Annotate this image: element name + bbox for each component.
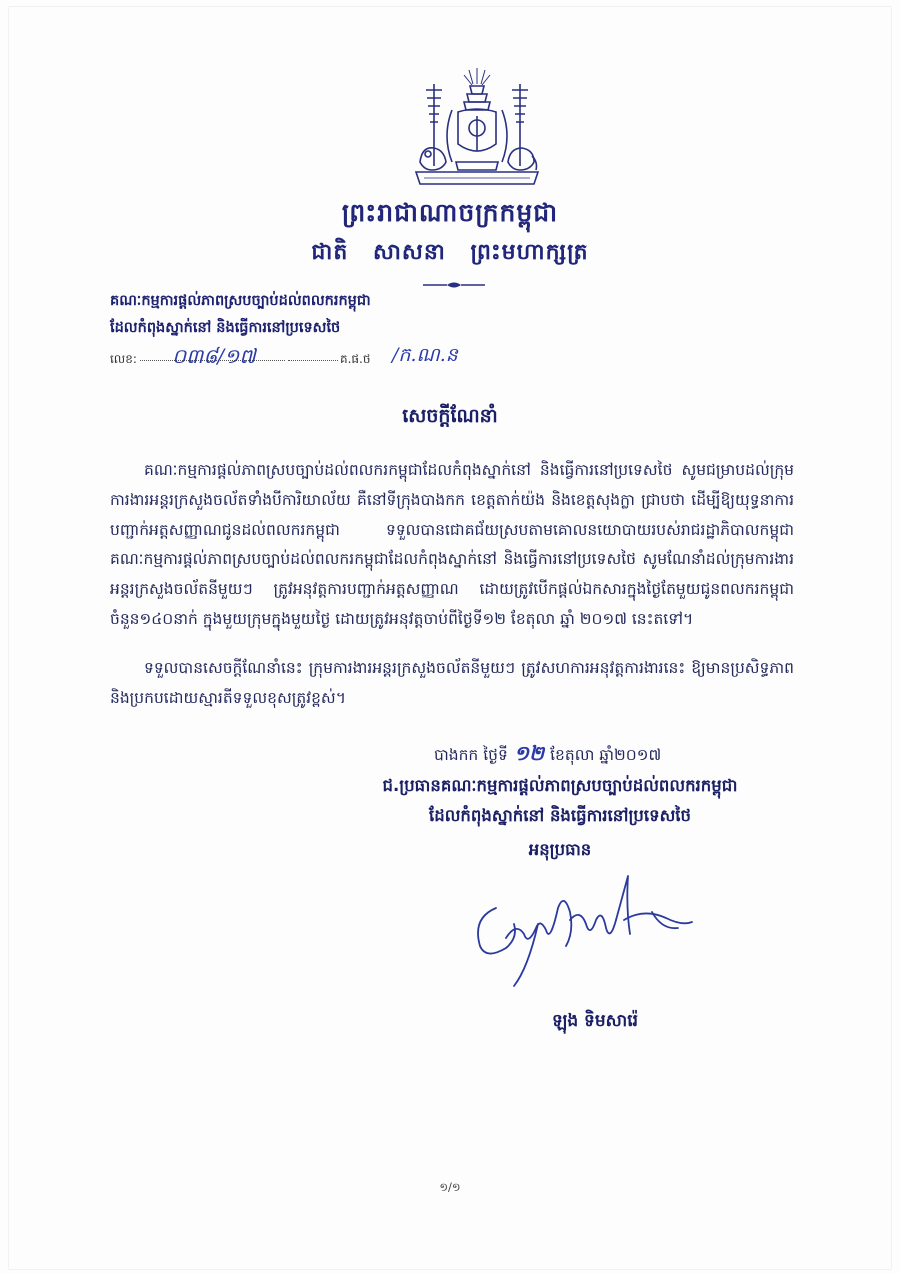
reference-org-label: គ.ផ.ថ bbox=[340, 352, 371, 366]
dateline-month-year: ខែតុលា ឆ្នាំ២០១៧ bbox=[550, 746, 662, 764]
reference-number: ០៣៨/១៧ bbox=[172, 344, 256, 368]
page-border bbox=[8, 6, 892, 1270]
reference-number-line bbox=[110, 343, 530, 373]
signatory-title-line1: ជ.ប្រធានគណៈកម្មការផ្ដល់ភាពស្របច្បាប់ដល់ពលករកម្ពុជា bbox=[382, 776, 738, 795]
dateline-place: បាងកក ថ្ងៃទី bbox=[434, 746, 508, 764]
handwritten-signature bbox=[466, 868, 706, 990]
document-title: សេចក្ដីណែនាំ bbox=[402, 405, 498, 427]
kingdom-title: ព្រះរាជាណាចក្រកម្ពុជា bbox=[341, 198, 559, 227]
dateline-day: ១២ bbox=[513, 741, 545, 765]
ornament-divider-icon bbox=[423, 281, 485, 289]
reference-label: លេខ: bbox=[110, 352, 137, 366]
royal-emblem-icon bbox=[412, 66, 542, 194]
reference-org-code: /ក.ណ.ន bbox=[392, 344, 458, 366]
committee-name-line2: ដែលកំពុងស្នាក់នៅ និងធ្វើការនៅប្រទេសថៃ bbox=[110, 320, 341, 336]
national-motto bbox=[0, 238, 900, 270]
body-paragraph: ទទួលបានសេចក្ដីណែនាំនេះ ក្រុមការងារអន្តរក្រសួងចល័តនីមួយៗ ត្រូវសហការអនុវត្តការងារនេះ ឱ្យមានប្រសិទ្ធភាព និងប្រកបដោយស្មារតីទទួលខុសត្រូវខ្ពស់។ bbox=[110, 659, 794, 707]
dotted-line bbox=[288, 360, 338, 361]
body-paragraph: គណៈកម្មការផ្ដល់ភាពស្របច្បាប់ដល់ពលករកម្ពុជាដែលកំពុងស្នាក់នៅ និងធ្វើការនៅប្រទេសថៃ សូមជម្រាបដល់ក្រុមការងារអន្តរក្រសួងចល័តទាំងបីការិយាល័យ គឺនៅទីក្រុងបាងកក ខេត្តតាក់យ៉ង និងខេត្តសុងក្លា ជ្រាបថា ដើម្បីឱ្យយុទ្ធនាការបញ្ជាក់អត្តសញ្ញាណជូនដល់ពលករកម្ពុជា ទទួលបានជោគជ័យស្របតាមគោលនយោបាយរបស់រាជរដ្ឋាភិបាលកម្ពុជា គណៈកម្មការផ្ដល់ភាពស្របច្បាប់ដល់ពលករកម្ពុជាដែលកំពុងស្នាក់នៅ និងធ្វើការនៅប្រទេសថៃ សូមណែនាំដល់ក្រុមការងារអន្តរក្រសួងចល័តនីមួយៗ ត្រូវអនុវត្តការបញ្ជាក់អត្តសញ្ញាណ ដោយត្រូវបើកផ្ដល់ឯកសារក្នុងថ្ងៃតែមួយជូនពលករកម្ពុជា ចំនួន១៤០នាក់ ក្នុងមួយក្រុមក្នុងមួយថ្ងៃ ដោយត្រូវអនុវត្តចាប់ពីថ្ងៃទី១២ ខែតុលា ឆ្នាំ ២០១៧ នេះតទៅ។ bbox=[110, 461, 794, 628]
signatory-title-line2: ដែលកំពុងស្នាក់នៅ និងធ្វើការនៅប្រទេសថៃ bbox=[428, 806, 692, 825]
page-number: ១/១ bbox=[439, 1180, 461, 1194]
committee-name-line1: គណៈកម្មការផ្ដល់ភាពស្របច្បាប់ដល់ពលករកម្ពុជា bbox=[110, 293, 371, 309]
motto-word: ព្រះមហាក្សត្រ bbox=[470, 239, 589, 265]
motto-word: ជាតិ bbox=[311, 239, 349, 265]
motto-word: សាសនា bbox=[372, 239, 446, 265]
signatory-name: ឡុង ទិមសារ៉េ bbox=[551, 1011, 639, 1031]
signatory-role: អនុប្រធាន bbox=[528, 840, 592, 859]
dateline bbox=[434, 740, 661, 770]
